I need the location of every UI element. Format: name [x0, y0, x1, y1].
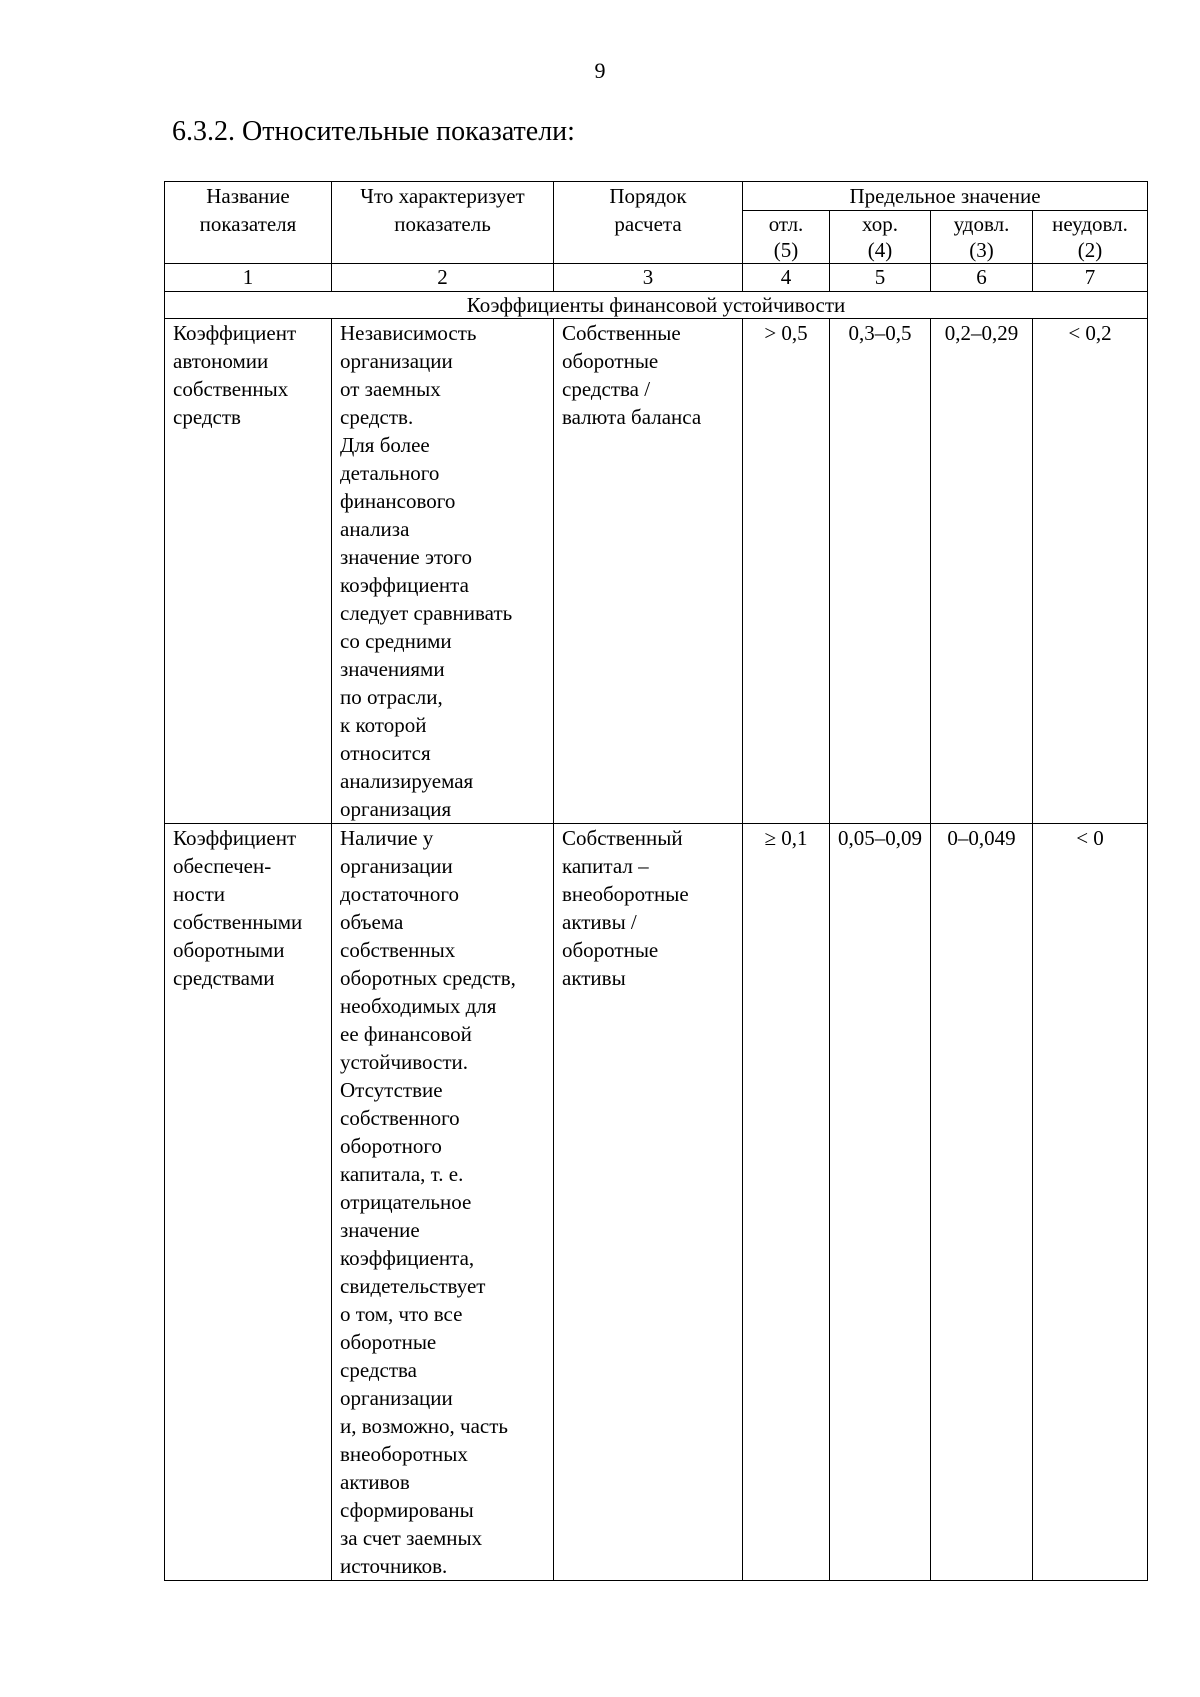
cell-line: собственных: [340, 938, 456, 962]
cell-line: относится: [340, 741, 431, 765]
cell-line: Отсутствие: [340, 1078, 443, 1102]
cell-line: о том, что все: [340, 1302, 463, 1326]
indicators-table: [164, 181, 1148, 1581]
header-characterizes: Что характеризует показатель: [332, 182, 554, 264]
cell-line: оборотные: [340, 1330, 437, 1354]
cell-line: анализируемая: [340, 769, 474, 793]
cell-line: устойчивости.: [340, 1050, 469, 1074]
cell-line: и, возможно, часть: [340, 1414, 508, 1438]
cell-line: к которой: [340, 713, 427, 737]
cell-line: со средними: [340, 629, 452, 653]
cell-line: средства: [340, 1358, 418, 1382]
page-number: 9: [594, 58, 606, 83]
cell-line: детального: [340, 461, 440, 485]
indicator-description: [332, 824, 554, 1581]
cell-line: активов: [340, 1470, 410, 1494]
cell-line: свидетельствует: [340, 1274, 486, 1298]
header-name: Название показателя: [165, 182, 332, 264]
value-unsatisfactory: < 0,2: [1033, 319, 1148, 824]
indicator-calculation: [554, 319, 743, 824]
value-satisfactory: 0,2–0,29: [931, 319, 1033, 824]
cell-line: необходимых для: [340, 994, 497, 1018]
cell-line: оборотными: [173, 938, 285, 962]
cell-line: оборотных средств,: [340, 966, 516, 990]
header-grade-excellent: отл. (5): [743, 211, 830, 264]
cell-line: автономии: [173, 349, 269, 373]
cell-line: организации: [340, 349, 453, 373]
cell-line: средств.: [340, 405, 414, 429]
table-row: [165, 824, 1148, 1581]
header-grade-satisfactory: удовл. (3): [931, 211, 1033, 264]
cell-line: внеоборотных: [340, 1442, 468, 1466]
cell-line: Независимость: [340, 321, 477, 345]
cell-line: за счет заемных: [340, 1526, 483, 1550]
cell-line: средства /: [562, 377, 651, 401]
column-number: 6: [931, 264, 1033, 292]
cell-line: Для более: [340, 433, 430, 457]
section-heading: 6.3.2. Относительные показатели:: [172, 116, 575, 147]
cell-line: Собственные: [562, 321, 681, 345]
cell-line: по отрасли,: [340, 685, 443, 709]
cell-line: капитала, т. е.: [340, 1162, 464, 1186]
cell-line: собственного: [340, 1106, 460, 1130]
value-unsatisfactory: < 0: [1033, 824, 1148, 1581]
cell-line: от заемных: [340, 377, 441, 401]
header-calculation: Порядок расчета: [554, 182, 743, 264]
value-good: 0,3–0,5: [830, 319, 931, 824]
cell-line: анализа: [340, 517, 410, 541]
cell-line: активы: [562, 966, 626, 990]
column-number: 4: [743, 264, 830, 292]
column-number: 3: [554, 264, 743, 292]
header-grade-unsatisfactory: неудовл. (2): [1033, 211, 1148, 264]
indicator-name: [165, 824, 332, 1581]
column-numbers-row: [165, 264, 1148, 292]
cell-line: организации: [340, 1386, 453, 1410]
column-number: 1: [165, 264, 332, 292]
cell-line: оборотные: [562, 938, 659, 962]
cell-line: организация: [340, 797, 452, 821]
value-excellent: > 0,5: [743, 319, 830, 824]
cell-line: Наличие у: [340, 826, 434, 850]
table-row: [165, 319, 1148, 824]
cell-line: собственными: [173, 910, 303, 934]
cell-line: значениями: [340, 657, 445, 681]
cell-line: обеспечен-: [173, 854, 272, 878]
cell-line: капитал –: [562, 854, 649, 878]
column-number: 5: [830, 264, 931, 292]
group-row: [165, 292, 1148, 319]
cell-line: значение этого: [340, 545, 472, 569]
indicator-calculation: [554, 824, 743, 1581]
cell-line: значение: [340, 1218, 420, 1242]
value-good: 0,05–0,09: [830, 824, 931, 1581]
cell-line: объема: [340, 910, 404, 934]
cell-line: активы /: [562, 910, 637, 934]
cell-line: ее финансовой: [340, 1022, 472, 1046]
cell-line: коэффициента,: [340, 1246, 475, 1270]
cell-line: отрицательное: [340, 1190, 472, 1214]
cell-line: ности: [173, 882, 225, 906]
indicator-description: [332, 319, 554, 824]
column-number: 2: [332, 264, 554, 292]
cell-line: следует сравнивать: [340, 601, 513, 625]
cell-line: средствами: [173, 966, 275, 990]
cell-line: оборотного: [340, 1134, 442, 1158]
group-title: Коэффициенты финансовой устойчивости: [165, 292, 1148, 319]
cell-line: Коэффициент: [173, 826, 297, 850]
cell-line: собственных: [173, 377, 289, 401]
cell-line: Собственный: [562, 826, 683, 850]
column-number: 7: [1033, 264, 1148, 292]
cell-line: сформированы: [340, 1498, 474, 1522]
cell-line: средств: [173, 405, 241, 429]
header-grade-good: хор. (4): [830, 211, 931, 264]
value-satisfactory: 0–0,049: [931, 824, 1033, 1581]
cell-line: внеоборотные: [562, 882, 689, 906]
cell-line: достаточного: [340, 882, 459, 906]
cell-line: источников.: [340, 1554, 448, 1578]
cell-line: коэффициента: [340, 573, 469, 597]
cell-line: Коэффициент: [173, 321, 297, 345]
cell-line: организации: [340, 854, 453, 878]
value-excellent: ≥ 0,1: [743, 824, 830, 1581]
header-limit-value: Предельное значение: [743, 182, 1148, 211]
indicator-name: [165, 319, 332, 824]
cell-line: оборотные: [562, 349, 659, 373]
cell-line: финансового: [340, 489, 456, 513]
cell-line: валюта баланса: [562, 405, 702, 429]
